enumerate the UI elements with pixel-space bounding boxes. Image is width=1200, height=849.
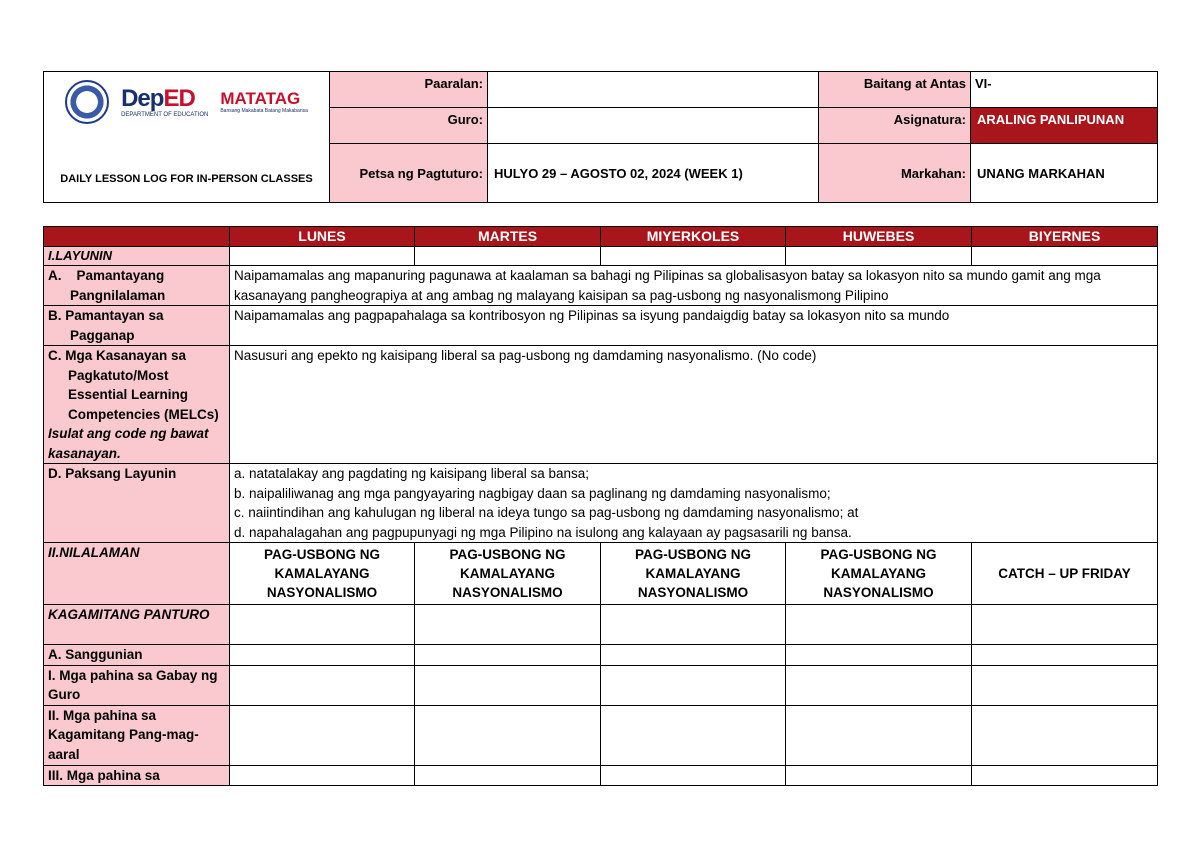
baitang-field[interactable]: VI- <box>971 72 1158 108</box>
teksbuk-cell-huwebes[interactable] <box>786 765 972 786</box>
pamantayan-pagganap-content[interactable]: Naipamamalas ang pagpapahalaga sa kontribosyon ng Pilipinas sa isyung pandaigdig batay sa lokasyon nito sa mundo <box>230 306 1158 346</box>
nilalaman-martes[interactable]: PAG-USBONG NG KAMALAYANG NASYONALISMO <box>415 543 601 605</box>
guro-label: Guro: <box>330 108 488 144</box>
mag-aaral-cell-miyerkoles[interactable] <box>601 705 786 765</box>
day-biyernes: BIYERNES <box>972 227 1158 247</box>
teksbuk-cell-miyerkoles[interactable] <box>601 765 786 786</box>
education-seal-icon <box>65 80 109 124</box>
layunin-cell-miyerkoles[interactable] <box>601 247 786 266</box>
day-header-row <box>44 227 1158 247</box>
layunin-cell-biyernes[interactable] <box>972 247 1158 266</box>
mga-kasanayan-content[interactable]: Nasusuri ang epekto ng kaisipang liberal sa pag-usbong ng damdaming nasyonalismo. (No code) <box>230 346 1158 464</box>
gabay-cell-lunes[interactable] <box>230 665 415 705</box>
paksang-layunin-label: D. Paksang Layunin <box>44 464 230 543</box>
kagamitang-mag-aaral-label: II. Mga pahina sa Kagamitang Pang-mag-aaral <box>44 705 230 765</box>
matatag-brand: MATATAG Bansang Makabata Batang Makabansa <box>220 89 308 114</box>
kagamitan-cell-miyerkoles[interactable] <box>601 605 786 645</box>
layunin-label: I.LAYUNIN <box>44 247 230 266</box>
objective-item: c. naiintindihan ang kahulugan ng liberal na ideya tungo sa pag-usbong ng damdaming nasyonalismo; at <box>234 505 859 520</box>
paaralan-field[interactable] <box>488 72 819 108</box>
layunin-cell-huwebes[interactable] <box>786 247 972 266</box>
corner-cell <box>44 227 230 247</box>
sanggunian-row <box>44 645 1158 666</box>
kagamitan-cell-lunes[interactable] <box>230 605 415 645</box>
layunin-row <box>44 247 1158 266</box>
nilalaman-miyerkoles[interactable]: PAG-USBONG NG KAMALAYANG NASYONALISMO <box>601 543 786 605</box>
header-grid <box>43 71 1158 203</box>
nilalaman-label: II.NILALAMAN <box>44 543 230 605</box>
nilalaman-biyernes[interactable]: CATCH – UP FRIDAY <box>972 543 1158 605</box>
mag-aaral-cell-huwebes[interactable] <box>786 705 972 765</box>
b-label-line2: Pagganap <box>70 327 135 343</box>
markahan-field[interactable]: UNANG MARKAHAN <box>971 144 1158 203</box>
nilalaman-lunes[interactable]: PAG-USBONG NG KAMALAYANG NASYONALISMO <box>230 543 415 605</box>
sanggunian-cell-martes[interactable] <box>415 645 601 666</box>
day-martes: MARTES <box>415 227 601 247</box>
gabay-cell-miyerkoles[interactable] <box>601 665 786 705</box>
day-miyerkoles: MIYERKOLES <box>601 227 786 247</box>
teksbuk-cell-biyernes[interactable] <box>972 765 1158 786</box>
nilalaman-row <box>44 543 1158 605</box>
lesson-log-table <box>43 226 1158 786</box>
a-label-line1: Pamantayang <box>76 268 165 283</box>
sanggunian-cell-biyernes[interactable] <box>972 645 1158 666</box>
dll-title: DAILY LESSON LOG FOR IN-PERSON CLASSES <box>60 173 313 185</box>
teksbuk-cell-lunes[interactable] <box>230 765 415 786</box>
c-label-line4: Competencies (MELCs) <box>68 406 219 422</box>
objective-item: a. natatalakay ang pagdating ng kaisipang liberal sa bansa; <box>234 466 590 481</box>
kagamitan-cell-huwebes[interactable] <box>786 605 972 645</box>
gabay-cell-martes[interactable] <box>415 665 601 705</box>
kagamitang-mag-aaral-row <box>44 705 1158 765</box>
pamantayang-pangnilalaman-content[interactable]: Naipamamalas ang mapanuring pagunawa at kaalaman sa bahagi ng Pilipinas sa globalisasyon batay sa lokasyon nito sa mundo gamit ang mga kasanayang pangheograpiya at ang ambag ng malayang kaisipan sa pag-usbong ng nasyonalismong Pilipino <box>230 266 1158 306</box>
gabay-guro-row <box>44 665 1158 705</box>
mag-aaral-cell-biyernes[interactable] <box>972 705 1158 765</box>
kagamitan-row <box>44 605 1158 645</box>
guro-field[interactable] <box>488 108 819 144</box>
paksang-layunin-row <box>44 464 1158 543</box>
c-label-line2: Pagkatuto/Most <box>68 367 169 383</box>
petsa-label: Petsa ng Pagtuturo: <box>330 144 488 203</box>
paksang-layunin-content[interactable] <box>230 464 1158 543</box>
kagamitan-cell-biyernes[interactable] <box>972 605 1158 645</box>
logo-area <box>44 72 330 203</box>
pamantayang-pangnilalaman-label <box>44 266 230 306</box>
gabay-cell-huwebes[interactable] <box>786 665 972 705</box>
teksbuk-row <box>44 765 1158 786</box>
pamantayan-pagganap-label <box>44 306 230 346</box>
paaralan-label: Paaralan: <box>330 72 488 108</box>
baitang-label: Baitang at Antas <box>819 72 971 108</box>
mag-aaral-cell-lunes[interactable] <box>230 705 415 765</box>
petsa-field[interactable]: HULYO 29 – AGOSTO 02, 2024 (WEEK 1) <box>488 144 819 203</box>
b-label-line1: B. Pamantayan sa <box>48 308 164 323</box>
mga-kasanayan-row <box>44 346 1158 464</box>
kagamitan-cell-martes[interactable] <box>415 605 601 645</box>
sanggunian-cell-miyerkoles[interactable] <box>601 645 786 666</box>
a-letter: A. <box>48 268 62 283</box>
gabay-guro-label: I. Mga pahina sa Gabay ng Guro <box>44 665 230 705</box>
asignatura-field[interactable]: ARALING PANLIPUNAN <box>971 108 1158 144</box>
kagamitan-label: KAGAMITANG PANTURO <box>44 605 230 645</box>
objective-item: b. naipaliliwanag ang mga pangyayaring nagbigay daan sa paglinang ng damdaming nasyonalismo; <box>234 485 831 501</box>
layunin-cell-lunes[interactable] <box>230 247 415 266</box>
sanggunian-cell-huwebes[interactable] <box>786 645 972 666</box>
pamantayang-pangnilalaman-row <box>44 266 1158 306</box>
c-label-note: Isulat ang code ng bawat kasanayan. <box>48 426 209 461</box>
teksbuk-cell-martes[interactable] <box>415 765 601 786</box>
deped-brand: DepED DEPARTMENT OF EDUCATION <box>121 84 209 118</box>
sanggunian-label: A. Sanggunian <box>44 645 230 666</box>
asignatura-label: Asignatura: <box>819 108 971 144</box>
a-label-line2: Pangnilalaman <box>70 287 166 303</box>
gabay-cell-biyernes[interactable] <box>972 665 1158 705</box>
sanggunian-cell-lunes[interactable] <box>230 645 415 666</box>
day-huwebes: HUWEBES <box>786 227 972 247</box>
layunin-cell-martes[interactable] <box>415 247 601 266</box>
mga-kasanayan-label <box>44 346 230 464</box>
nilalaman-huwebes[interactable]: PAG-USBONG NG KAMALAYANG NASYONALISMO <box>786 543 972 605</box>
c-label-line1: C. Mga Kasanayan sa <box>48 348 187 363</box>
c-label-line3: Essential Learning <box>68 387 189 402</box>
teksbuk-label: III. Mga pahina sa <box>44 765 230 786</box>
objective-item: d. napahalagahan ang pagpupunyagi ng mga Pilipino na isulong ang kalayaan ay pagsasarili ng bansa. <box>234 524 852 540</box>
markahan-label: Markahan: <box>819 144 971 203</box>
mag-aaral-cell-martes[interactable] <box>415 705 601 765</box>
day-lunes: LUNES <box>230 227 415 247</box>
pamantayan-pagganap-row <box>44 306 1158 346</box>
